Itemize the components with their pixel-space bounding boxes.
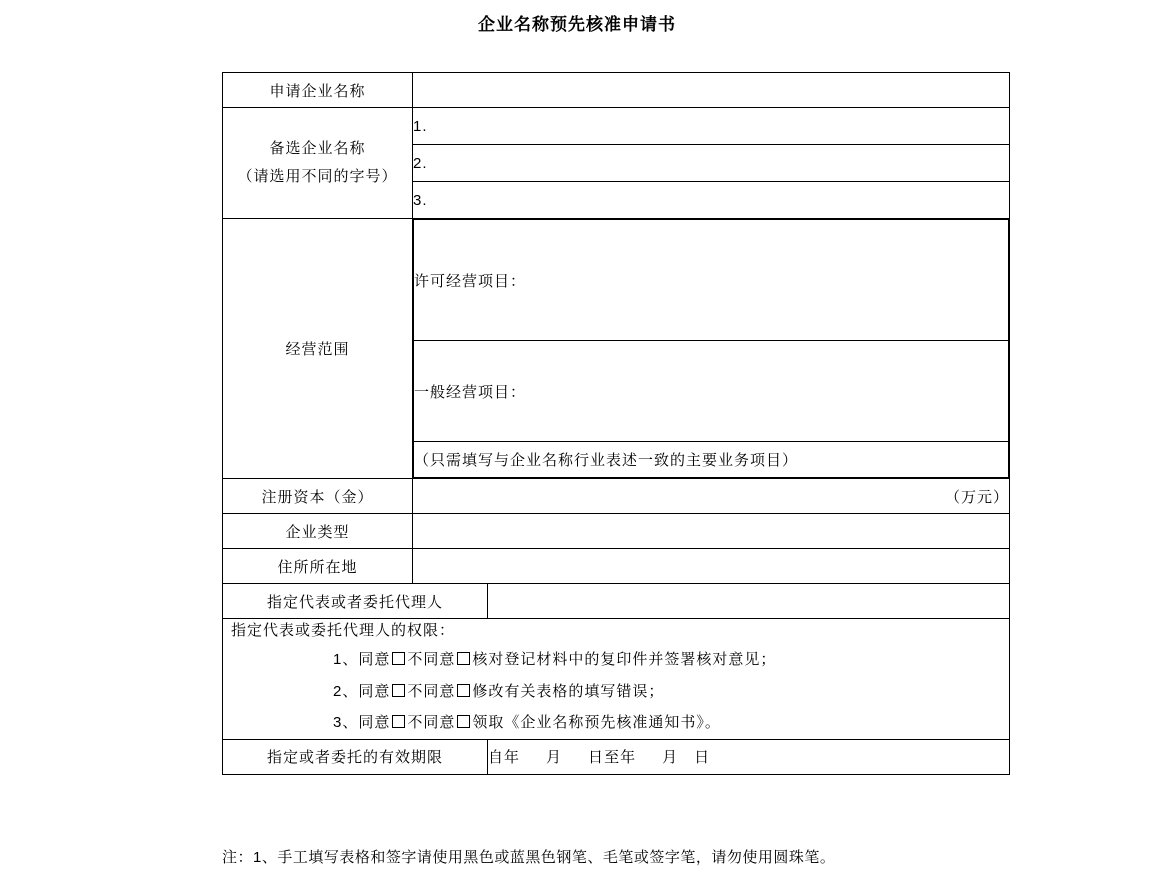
enterprise-type-input[interactable]	[413, 514, 1010, 549]
validity-month1: 月	[546, 749, 563, 766]
authority-title: 指定代表或委托代理人的权限：	[231, 622, 456, 639]
authority-item-3-disagree-checkbox[interactable]	[457, 715, 470, 728]
validity-month2: 月	[662, 749, 679, 766]
business-scope-inner	[413, 219, 1009, 478]
table-row	[223, 108, 1010, 145]
form-table	[222, 72, 1010, 775]
authority-item-1-disagree-label: 不同意	[407, 651, 456, 668]
authority-item-3-number: 3、	[333, 714, 359, 731]
business-scope-note: （只需填写与企业名称行业表述一致的主要业务项目）	[414, 442, 1009, 478]
domicile-label: 住所所在地	[223, 549, 413, 584]
applicant-name-input[interactable]	[413, 73, 1010, 108]
registered-capital-input[interactable]	[413, 479, 1010, 514]
authority-item-3-agree-checkbox[interactable]	[392, 715, 405, 728]
table-row	[223, 549, 1010, 584]
table-row	[223, 219, 1010, 479]
validity-year1: 年	[504, 749, 521, 766]
authority-item-3	[223, 707, 1009, 739]
registered-capital-label: 注册资本（金）	[223, 479, 413, 514]
registered-capital-unit: （万元）	[944, 488, 1009, 506]
authority-item-2	[223, 676, 1009, 708]
validity-to: 至	[604, 749, 621, 766]
authority-item-1-agree-checkbox[interactable]	[392, 652, 405, 665]
authority-item-3-text: 领取《企业名称预先核准通知书》。	[472, 714, 721, 731]
authority-item-2-text: 修改有关表格的填写错误；	[472, 682, 665, 700]
validity-input[interactable]	[488, 739, 1010, 774]
business-scope-label: 经营范围	[223, 219, 413, 479]
validity-year2: 年	[620, 749, 637, 766]
enterprise-type-label: 企业类型	[223, 514, 413, 549]
table-row	[414, 341, 1009, 442]
validity-day1: 日	[588, 749, 605, 766]
alternate-names-label	[223, 108, 413, 219]
footnote: 注：1、手工填写表格和签字请使用黑色或蓝黑色钢笔、毛笔或签字笔，请勿使用圆珠笔。	[222, 849, 836, 866]
authority-item-1	[223, 644, 1009, 676]
business-scope-general-label: 一般经营项目：	[414, 341, 1009, 442]
page-title: 企业名称预先核准申请书	[478, 15, 676, 34]
table-row	[414, 442, 1009, 478]
authority-item-1-disagree-checkbox[interactable]	[457, 652, 470, 665]
business-scope-cell[interactable]	[413, 219, 1010, 479]
alternate-name-1-input[interactable]: 1.	[413, 108, 1010, 145]
alternate-names-label-line1: 备选企业名称	[269, 139, 366, 157]
authority-item-2-disagree-checkbox[interactable]	[457, 684, 470, 697]
authority-block	[223, 619, 1010, 740]
domicile-input[interactable]	[413, 549, 1010, 584]
agent-label: 指定代表或者委托代理人	[223, 584, 488, 619]
agent-input[interactable]	[488, 584, 1010, 619]
table-row	[223, 73, 1010, 108]
authority-item-1-agree-label: 同意	[358, 651, 391, 668]
table-row	[223, 479, 1010, 514]
authority-item-3-disagree-label: 不同意	[407, 714, 456, 731]
table-row	[223, 584, 1010, 619]
table-row	[223, 619, 1010, 740]
alternate-name-2-input[interactable]: 2.	[413, 145, 1010, 182]
alternate-name-3-input[interactable]: 3.	[413, 182, 1010, 219]
table-row	[414, 220, 1009, 341]
authority-item-1-number: 1、	[333, 651, 359, 668]
authority-item-3-agree-label: 同意	[358, 714, 391, 731]
validity-label: 指定或者委托的有效期限	[223, 739, 488, 774]
authority-item-2-number: 2、	[333, 682, 359, 700]
table-row	[223, 739, 1010, 774]
authority-item-2-disagree-label: 不同意	[407, 682, 456, 700]
authority-item-2-agree-label: 同意	[358, 682, 391, 700]
alternate-names-label-line2: （请选用不同的字号）	[237, 168, 398, 185]
table-row	[223, 514, 1010, 549]
authority-item-1-text: 核对登记材料中的复印件并签署核对意见；	[472, 651, 777, 668]
business-scope-licensed-label: 许可经营项目：	[414, 220, 1009, 341]
validity-from: 自	[488, 749, 505, 766]
authority-item-2-agree-checkbox[interactable]	[392, 684, 405, 697]
validity-day2: 日	[694, 749, 711, 766]
application-form	[222, 72, 1009, 775]
applicant-name-label: 申请企业名称	[223, 73, 413, 108]
